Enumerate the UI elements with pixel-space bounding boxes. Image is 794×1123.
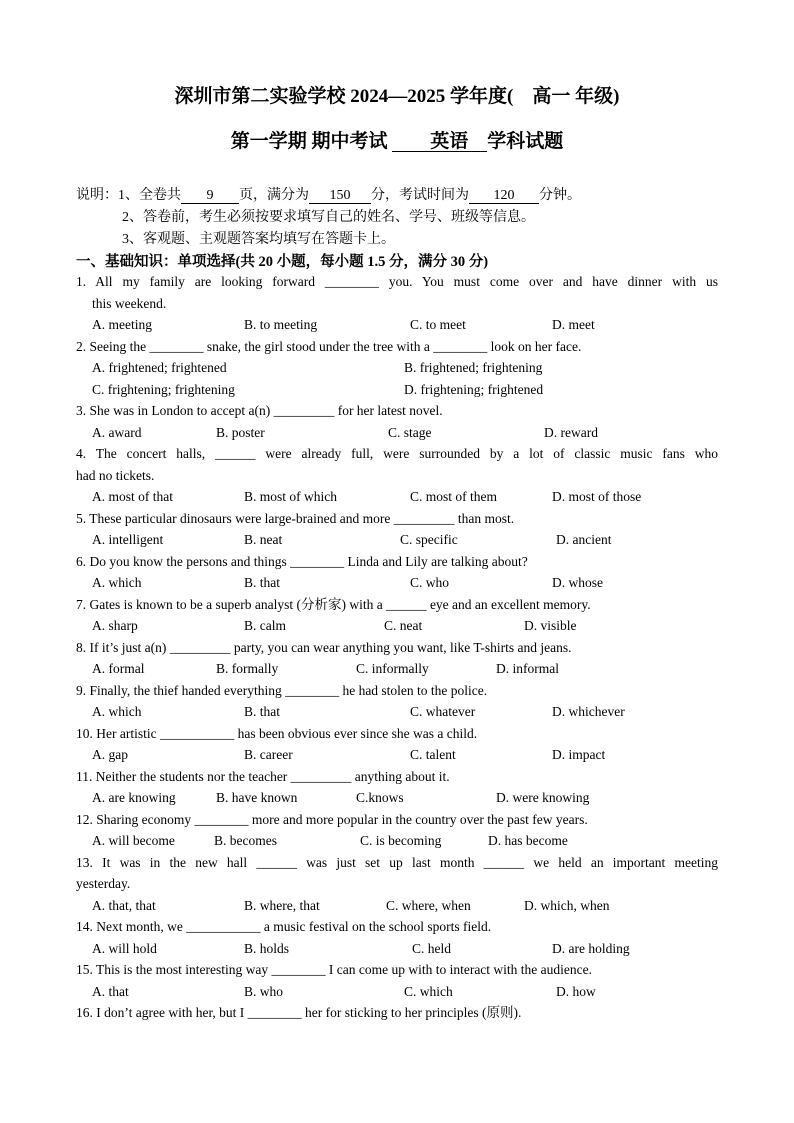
options-row <box>76 572 718 594</box>
answer-option: B. neat <box>244 532 283 547</box>
options-row <box>76 701 718 723</box>
question-stem-continued: this weekend. <box>92 295 167 311</box>
answer-option: D. has become <box>488 833 568 848</box>
answer-option: B. that <box>244 704 280 719</box>
answer-option: C. who <box>410 575 450 590</box>
options-row <box>76 357 718 379</box>
answer-option: A. will become <box>92 833 175 848</box>
instructions <box>76 185 581 251</box>
answer-option: A. which <box>92 704 142 719</box>
question-stem: 15. This is the most interesting way ________ I can come up with to interact with the audience. <box>76 962 593 977</box>
options-row <box>76 830 718 852</box>
question-stem: 14. Next month, we ___________ a music festival on the school sports field. <box>76 919 492 934</box>
answer-option: D. whichever <box>552 704 625 719</box>
answer-option: D. visible <box>524 618 577 633</box>
answer-option: B. frightened; frightening <box>404 360 543 375</box>
answer-option: B. have known <box>216 790 298 805</box>
subject-name: 英语 <box>392 133 487 152</box>
question-stem: 13. It was in the new hall ______ was just set up last month ______ we held an important meeting <box>76 854 718 870</box>
exam-time: 120 <box>469 188 539 204</box>
answer-option: C. specific <box>400 532 458 547</box>
answer-option: D. meet <box>552 317 595 332</box>
section-heading: 一、基础知识：单项选择(共 20 小题，每小题 1.5 分，满分 30 分) <box>76 254 489 270</box>
answer-option: C. to meet <box>410 317 466 332</box>
full-score: 150 <box>309 188 371 204</box>
answer-option: B. formally <box>216 661 279 676</box>
answer-option: B. poster <box>216 424 265 440</box>
options-row <box>76 529 718 551</box>
options-row <box>76 895 718 917</box>
question-stem: 12. Sharing economy ________ more and more popular in the country over the past few years. <box>76 811 588 827</box>
answer-option: D. are holding <box>552 940 630 956</box>
answer-option: A. that <box>92 983 129 999</box>
options-row <box>76 314 718 336</box>
answer-option: D. were knowing <box>496 790 590 805</box>
answer-option: B. where, that <box>244 897 320 913</box>
answer-option: A. which <box>92 575 142 590</box>
question-stem: 16. I don’t agree with her, but I ________ her for sticking to her principles (原则). <box>76 1005 522 1020</box>
answer-option: C. stage <box>388 424 432 440</box>
answer-option: A. formal <box>92 661 145 676</box>
answer-option: C. which <box>404 983 453 999</box>
question-list <box>76 271 718 1024</box>
options-row <box>76 787 718 809</box>
answer-option: A. will hold <box>92 940 157 956</box>
options-row <box>76 981 718 1003</box>
answer-option: A. most of that <box>92 489 173 504</box>
question-stem-continued: yesterday. <box>76 876 131 891</box>
question-stem: 4. The concert halls, ______ were already full, were surrounded by a lot of classic music fans who <box>76 446 718 461</box>
answer-option: C. neat <box>384 618 423 633</box>
subtitle-part-b: 学科试题 <box>487 131 564 152</box>
question-stem: 2. Seeing the ________ snake, the girl stood under the tree with a ________ look on her face. <box>76 338 582 354</box>
question-stem: 8. If it’s just a(n) _________ party, you can wear anything you want, like T-shirts and jeans. <box>76 639 572 655</box>
answer-option: C. whatever <box>410 704 476 719</box>
answer-option: A. are knowing <box>92 790 176 805</box>
answer-option: B. who <box>244 983 284 999</box>
answer-option: A. sharp <box>92 618 138 633</box>
instruction-1: 说明：1、全卷共 9 页，满分为 150 分，考试时间为 120 分钟。 <box>76 188 581 203</box>
answer-option: C. most of them <box>410 489 497 504</box>
answer-option: B. career <box>244 747 293 762</box>
answer-option: C. talent <box>410 747 456 762</box>
question-stem: 7. Gates is known to be a superb analyst (分析家) with a ______ eye and an excellent memory. <box>76 596 591 612</box>
answer-option: C. held <box>412 940 451 956</box>
answer-option: D. which, when <box>524 897 610 913</box>
options-row <box>76 486 718 508</box>
answer-option: A. that, that <box>92 897 156 913</box>
answer-option: C.knows <box>356 790 404 805</box>
question-stem: 9. Finally, the thief handed everything ________ he had stolen to the police. <box>76 682 488 698</box>
answer-option: C. where, when <box>386 897 471 913</box>
exam-subtitle <box>0 131 794 153</box>
answer-option: A. intelligent <box>92 532 164 547</box>
answer-option: B. holds <box>244 940 290 956</box>
options-row <box>76 658 718 680</box>
answer-option: C. frightening; frightening <box>92 381 235 397</box>
answer-option: B. calm <box>244 618 286 633</box>
answer-option: A. award <box>92 424 142 440</box>
answer-option: B. that <box>244 575 280 590</box>
answer-option: D. frightening; frightened <box>404 381 544 397</box>
exam-title: 深圳市第二实验学校 2024—2025 学年度( 高一 年级) <box>174 86 620 107</box>
answer-option: D. impact <box>552 747 606 762</box>
question-stem: 6. Do you know the persons and things ________ Linda and Lily are talking about? <box>76 553 528 569</box>
answer-option: D. most of those <box>552 489 642 504</box>
answer-option: B. becomes <box>214 833 277 848</box>
question-stem: 1. All my family are looking forward ________ you. You must come over and have dinner with us <box>76 274 718 289</box>
question-stem: 3. She was in London to accept a(n) _________ for her latest novel. <box>76 403 443 418</box>
options-row <box>76 615 718 637</box>
instruction-2: 2、答卷前，考生必须按要求填写自己的姓名、学号、班级等信息。 <box>122 210 535 225</box>
answer-option: A. meeting <box>92 317 152 332</box>
question-stem: 5. These particular dinosaurs were large-brained and more _________ than most. <box>76 510 515 526</box>
options-row <box>76 938 718 960</box>
answer-option: A. gap <box>92 747 128 762</box>
answer-option: B. most of which <box>244 489 337 504</box>
options-row <box>76 379 718 401</box>
subtitle-part-a: 第一学期 期中考试 <box>230 131 393 152</box>
answer-option: D. ancient <box>556 532 612 547</box>
answer-option: D. how <box>556 983 596 999</box>
answer-option: D. whose <box>552 575 603 590</box>
instruction-3: 3、客观题、主观题答案均填写在答题卡上。 <box>122 232 395 247</box>
answer-option: D. reward <box>544 424 598 440</box>
answer-option: C. is becoming <box>360 833 442 848</box>
answer-option: C. informally <box>356 661 429 676</box>
question-stem: 10. Her artistic ___________ has been obvious ever since she was a child. <box>76 725 478 741</box>
answer-option: D. informal <box>496 661 559 676</box>
question-stem: 11. Neither the students nor the teacher _________ anything about it. <box>76 768 450 784</box>
question-stem-continued: had no tickets. <box>76 467 155 483</box>
answer-option: A. frightened; frightened <box>92 360 227 375</box>
options-row <box>76 422 718 444</box>
answer-option: B. to meeting <box>244 317 318 332</box>
options-row <box>76 744 718 766</box>
page-count: 9 <box>181 188 239 204</box>
